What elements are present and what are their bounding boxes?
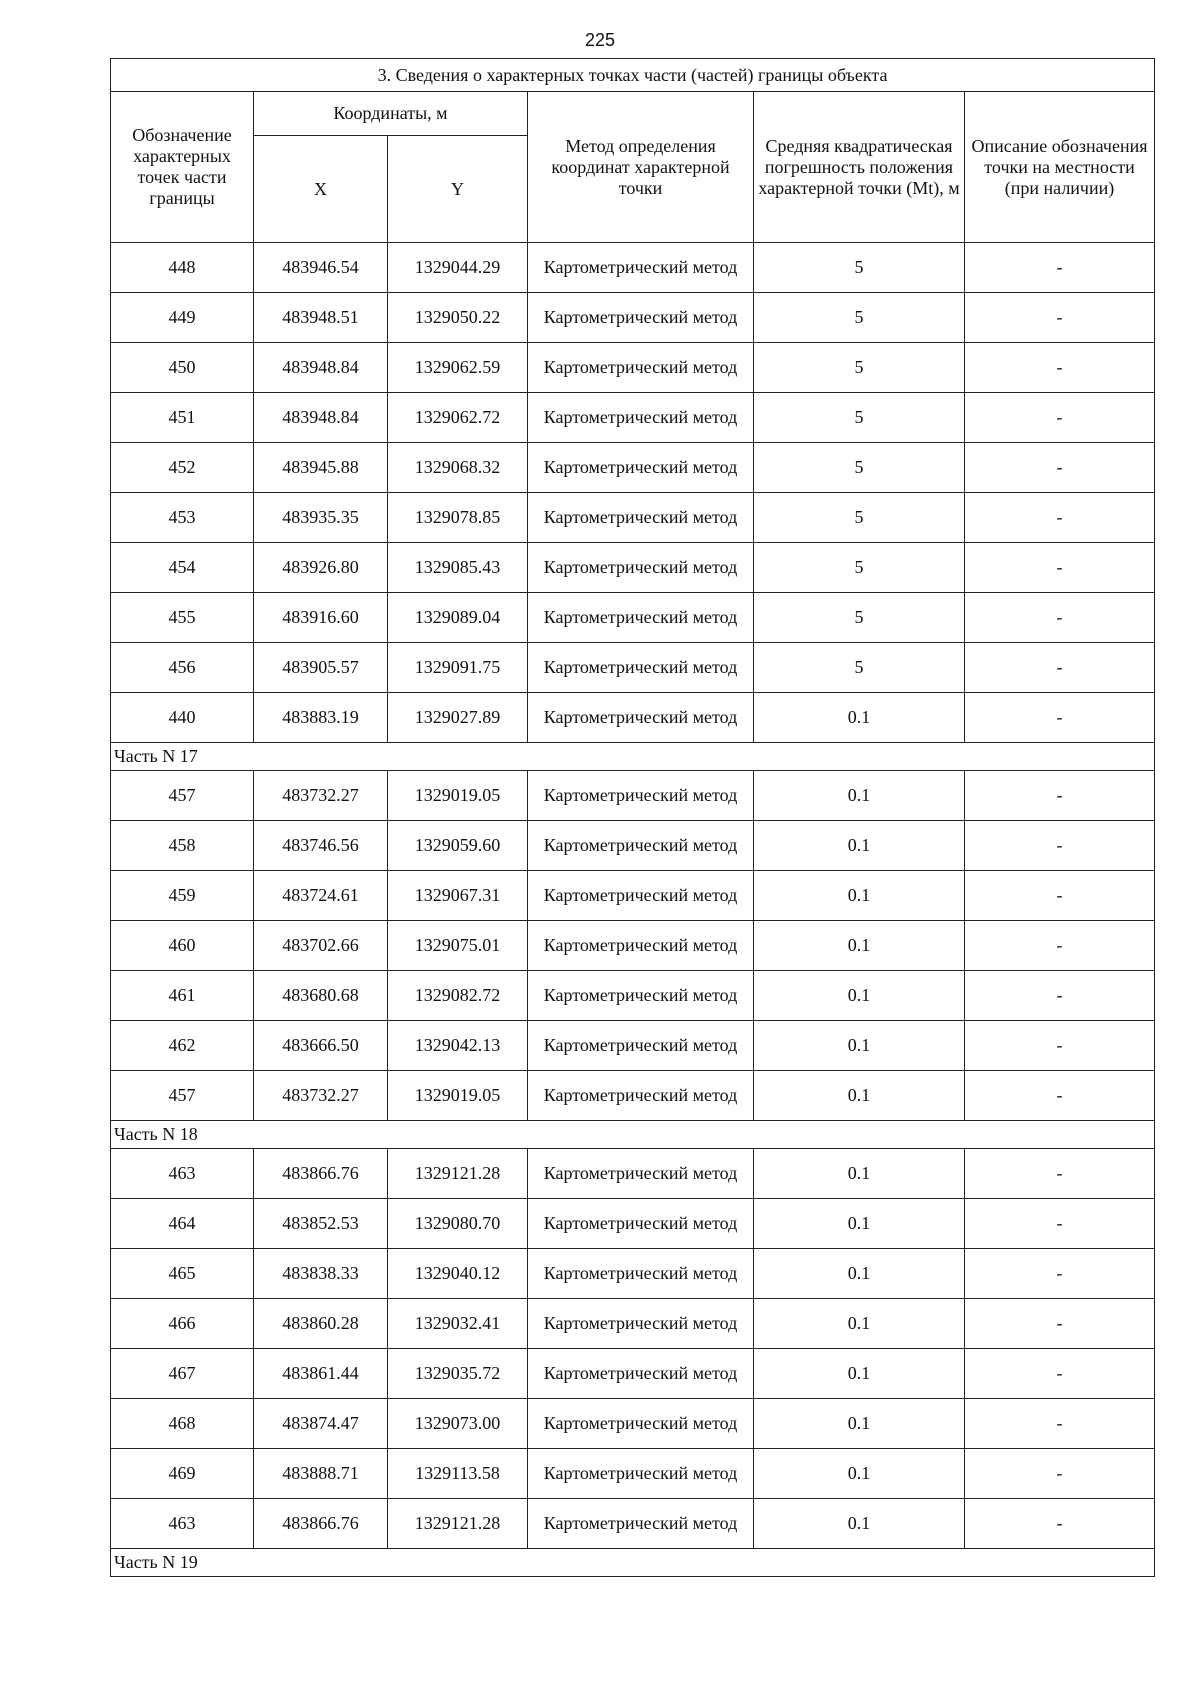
cell-error: 0.1 xyxy=(754,1349,965,1399)
cell-y: 1329113.58 xyxy=(388,1449,528,1499)
cell-y: 1329085.43 xyxy=(388,543,528,593)
cell-y: 1329121.28 xyxy=(388,1149,528,1199)
cell-description: - xyxy=(965,1149,1155,1199)
cell-point-id: 460 xyxy=(111,921,254,971)
cell-method: Картометрический метод xyxy=(528,693,754,743)
cell-x: 483666.50 xyxy=(254,1021,388,1071)
cell-method: Картометрический метод xyxy=(528,1449,754,1499)
table-row xyxy=(111,593,1155,643)
cell-point-id: 458 xyxy=(111,821,254,871)
cell-x: 483945.88 xyxy=(254,443,388,493)
header-x: X xyxy=(254,136,388,243)
cell-description: - xyxy=(965,593,1155,643)
cell-method: Картометрический метод xyxy=(528,1299,754,1349)
section-label: Часть N 17 xyxy=(111,743,1155,771)
table-row xyxy=(111,493,1155,543)
cell-method: Картометрический метод xyxy=(528,243,754,293)
table-row xyxy=(111,1071,1155,1121)
table-row xyxy=(111,1021,1155,1071)
cell-x: 483883.19 xyxy=(254,693,388,743)
header-error: Средняя квадратическая погрешность положения характерной точки (Mt), м xyxy=(754,92,965,243)
cell-method: Картометрический метод xyxy=(528,971,754,1021)
cell-y: 1329050.22 xyxy=(388,293,528,343)
cell-error: 0.1 xyxy=(754,1299,965,1349)
cell-description: - xyxy=(965,493,1155,543)
cell-method: Картометрический метод xyxy=(528,821,754,871)
cell-method: Картометрический метод xyxy=(528,343,754,393)
cell-method: Картометрический метод xyxy=(528,1199,754,1249)
section-label: Часть N 18 xyxy=(111,1121,1155,1149)
cell-y: 1329075.01 xyxy=(388,921,528,971)
cell-description: - xyxy=(965,1449,1155,1499)
section-label: Часть N 19 xyxy=(111,1549,1155,1577)
cell-x: 483860.28 xyxy=(254,1299,388,1349)
cell-point-id: 467 xyxy=(111,1349,254,1399)
cell-description: - xyxy=(965,971,1155,1021)
cell-method: Картометрический метод xyxy=(528,1021,754,1071)
cell-x: 483948.84 xyxy=(254,343,388,393)
header-method: Метод определения координат характерной точки xyxy=(528,92,754,243)
cell-description: - xyxy=(965,1249,1155,1299)
cell-method: Картометрический метод xyxy=(528,643,754,693)
cell-y: 1329032.41 xyxy=(388,1299,528,1349)
header-coordinates: Координаты, м xyxy=(254,92,528,136)
cell-point-id: 457 xyxy=(111,771,254,821)
cell-error: 5 xyxy=(754,393,965,443)
cell-x: 483702.66 xyxy=(254,921,388,971)
table-row xyxy=(111,243,1155,293)
cell-method: Картометрический метод xyxy=(528,771,754,821)
cell-point-id: 449 xyxy=(111,293,254,343)
cell-error: 0.1 xyxy=(754,1449,965,1499)
cell-method: Картометрический метод xyxy=(528,1499,754,1549)
cell-description: - xyxy=(965,393,1155,443)
cell-description: - xyxy=(965,921,1155,971)
cell-description: - xyxy=(965,1349,1155,1399)
table-row xyxy=(111,1399,1155,1449)
cell-y: 1329062.72 xyxy=(388,393,528,443)
table-row xyxy=(111,771,1155,821)
cell-point-id: 457 xyxy=(111,1071,254,1121)
table-row xyxy=(111,443,1155,493)
cell-point-id: 465 xyxy=(111,1249,254,1299)
table-row xyxy=(111,1449,1155,1499)
cell-x: 483935.35 xyxy=(254,493,388,543)
header-description: Описание обозначения точки на местности (при наличии) xyxy=(965,92,1155,243)
table-row xyxy=(111,1499,1155,1549)
boundary-points-table xyxy=(110,58,1155,1577)
cell-point-id: 461 xyxy=(111,971,254,1021)
cell-error: 5 xyxy=(754,543,965,593)
cell-y: 1329042.13 xyxy=(388,1021,528,1071)
cell-x: 483724.61 xyxy=(254,871,388,921)
cell-error: 0.1 xyxy=(754,1199,965,1249)
cell-method: Картометрический метод xyxy=(528,871,754,921)
cell-y: 1329067.31 xyxy=(388,871,528,921)
cell-point-id: 454 xyxy=(111,543,254,593)
cell-method: Картометрический метод xyxy=(528,293,754,343)
table-row xyxy=(111,1149,1155,1199)
cell-description: - xyxy=(965,771,1155,821)
cell-point-id: 455 xyxy=(111,593,254,643)
cell-error: 5 xyxy=(754,293,965,343)
cell-description: - xyxy=(965,1299,1155,1349)
cell-y: 1329019.05 xyxy=(388,771,528,821)
table-row xyxy=(111,1249,1155,1299)
cell-method: Картометрический метод xyxy=(528,493,754,543)
cell-error: 0.1 xyxy=(754,693,965,743)
cell-error: 5 xyxy=(754,643,965,693)
cell-point-id: 453 xyxy=(111,493,254,543)
cell-point-id: 448 xyxy=(111,243,254,293)
cell-description: - xyxy=(965,1021,1155,1071)
cell-error: 5 xyxy=(754,243,965,293)
cell-x: 483874.47 xyxy=(254,1399,388,1449)
cell-point-id: 468 xyxy=(111,1399,254,1449)
cell-point-id: 466 xyxy=(111,1299,254,1349)
cell-description: - xyxy=(965,443,1155,493)
page-number: 225 xyxy=(584,30,616,50)
cell-description: - xyxy=(965,243,1155,293)
cell-point-id: 459 xyxy=(111,871,254,921)
cell-x: 483916.60 xyxy=(254,593,388,643)
table-caption: 3. Сведения о характерных точках части (частей) границы объекта xyxy=(111,59,1155,92)
cell-description: - xyxy=(965,1399,1155,1449)
cell-error: 0.1 xyxy=(754,1499,965,1549)
cell-error: 0.1 xyxy=(754,921,965,971)
cell-x: 483888.71 xyxy=(254,1449,388,1499)
cell-description: - xyxy=(965,1499,1155,1549)
cell-x: 483861.44 xyxy=(254,1349,388,1399)
cell-y: 1329089.04 xyxy=(388,593,528,643)
cell-method: Картометрический метод xyxy=(528,1349,754,1399)
cell-x: 483732.27 xyxy=(254,771,388,821)
table-row xyxy=(111,693,1155,743)
table-row xyxy=(111,343,1155,393)
cell-point-id: 469 xyxy=(111,1449,254,1499)
section-row xyxy=(111,743,1155,771)
cell-point-id: 450 xyxy=(111,343,254,393)
cell-error: 0.1 xyxy=(754,1071,965,1121)
cell-method: Картометрический метод xyxy=(528,1249,754,1299)
cell-x: 483746.56 xyxy=(254,821,388,871)
cell-error: 5 xyxy=(754,443,965,493)
cell-point-id: 464 xyxy=(111,1199,254,1249)
cell-description: - xyxy=(965,871,1155,921)
cell-y: 1329073.00 xyxy=(388,1399,528,1449)
section-row xyxy=(111,1549,1155,1577)
table-row xyxy=(111,1199,1155,1249)
cell-point-id: 440 xyxy=(111,693,254,743)
cell-x: 483926.80 xyxy=(254,543,388,593)
cell-method: Картометрический метод xyxy=(528,1071,754,1121)
cell-description: - xyxy=(965,1199,1155,1249)
cell-error: 5 xyxy=(754,493,965,543)
cell-description: - xyxy=(965,821,1155,871)
cell-method: Картометрический метод xyxy=(528,393,754,443)
cell-y: 1329091.75 xyxy=(388,643,528,693)
cell-y: 1329082.72 xyxy=(388,971,528,1021)
cell-y: 1329062.59 xyxy=(388,343,528,393)
cell-method: Картометрический метод xyxy=(528,593,754,643)
cell-y: 1329044.29 xyxy=(388,243,528,293)
cell-y: 1329019.05 xyxy=(388,1071,528,1121)
cell-point-id: 452 xyxy=(111,443,254,493)
cell-point-id: 451 xyxy=(111,393,254,443)
cell-x: 483732.27 xyxy=(254,1071,388,1121)
table-row xyxy=(111,871,1155,921)
cell-error: 5 xyxy=(754,343,965,393)
cell-description: - xyxy=(965,543,1155,593)
cell-error: 0.1 xyxy=(754,771,965,821)
table-row xyxy=(111,971,1155,1021)
cell-y: 1329080.70 xyxy=(388,1199,528,1249)
cell-method: Картометрический метод xyxy=(528,1149,754,1199)
table-row xyxy=(111,293,1155,343)
section-row xyxy=(111,1121,1155,1149)
cell-error: 5 xyxy=(754,593,965,643)
cell-error: 0.1 xyxy=(754,971,965,1021)
cell-description: - xyxy=(965,343,1155,393)
cell-y: 1329059.60 xyxy=(388,821,528,871)
cell-x: 483946.54 xyxy=(254,243,388,293)
table-row xyxy=(111,543,1155,593)
cell-description: - xyxy=(965,693,1155,743)
cell-error: 0.1 xyxy=(754,1021,965,1071)
table-row xyxy=(111,821,1155,871)
table-row xyxy=(111,393,1155,443)
cell-point-id: 456 xyxy=(111,643,254,693)
cell-description: - xyxy=(965,1071,1155,1121)
cell-error: 0.1 xyxy=(754,821,965,871)
cell-method: Картометрический метод xyxy=(528,1399,754,1449)
cell-y: 1329121.28 xyxy=(388,1499,528,1549)
cell-method: Картометрический метод xyxy=(528,543,754,593)
cell-description: - xyxy=(965,643,1155,693)
cell-x: 483866.76 xyxy=(254,1499,388,1549)
cell-point-id: 463 xyxy=(111,1499,254,1549)
cell-y: 1329078.85 xyxy=(388,493,528,543)
cell-x: 483948.51 xyxy=(254,293,388,343)
table-row xyxy=(111,1299,1155,1349)
cell-x: 483905.57 xyxy=(254,643,388,693)
table-row xyxy=(111,643,1155,693)
cell-point-id: 463 xyxy=(111,1149,254,1199)
table-row xyxy=(111,1349,1155,1399)
cell-y: 1329027.89 xyxy=(388,693,528,743)
cell-error: 0.1 xyxy=(754,1149,965,1199)
cell-method: Картометрический метод xyxy=(528,443,754,493)
cell-y: 1329068.32 xyxy=(388,443,528,493)
header-designation: Обозначение характерных точек части границы xyxy=(111,92,254,243)
cell-error: 0.1 xyxy=(754,1249,965,1299)
cell-x: 483948.84 xyxy=(254,393,388,443)
cell-error: 0.1 xyxy=(754,871,965,921)
cell-point-id: 462 xyxy=(111,1021,254,1071)
cell-x: 483852.53 xyxy=(254,1199,388,1249)
table-body xyxy=(111,243,1155,1577)
cell-x: 483866.76 xyxy=(254,1149,388,1199)
table-row xyxy=(111,921,1155,971)
cell-method: Картометрический метод xyxy=(528,921,754,971)
cell-x: 483838.33 xyxy=(254,1249,388,1299)
cell-y: 1329040.12 xyxy=(388,1249,528,1299)
cell-description: - xyxy=(965,293,1155,343)
cell-error: 0.1 xyxy=(754,1399,965,1449)
header-y: Y xyxy=(388,136,528,243)
cell-x: 483680.68 xyxy=(254,971,388,1021)
cell-y: 1329035.72 xyxy=(388,1349,528,1399)
